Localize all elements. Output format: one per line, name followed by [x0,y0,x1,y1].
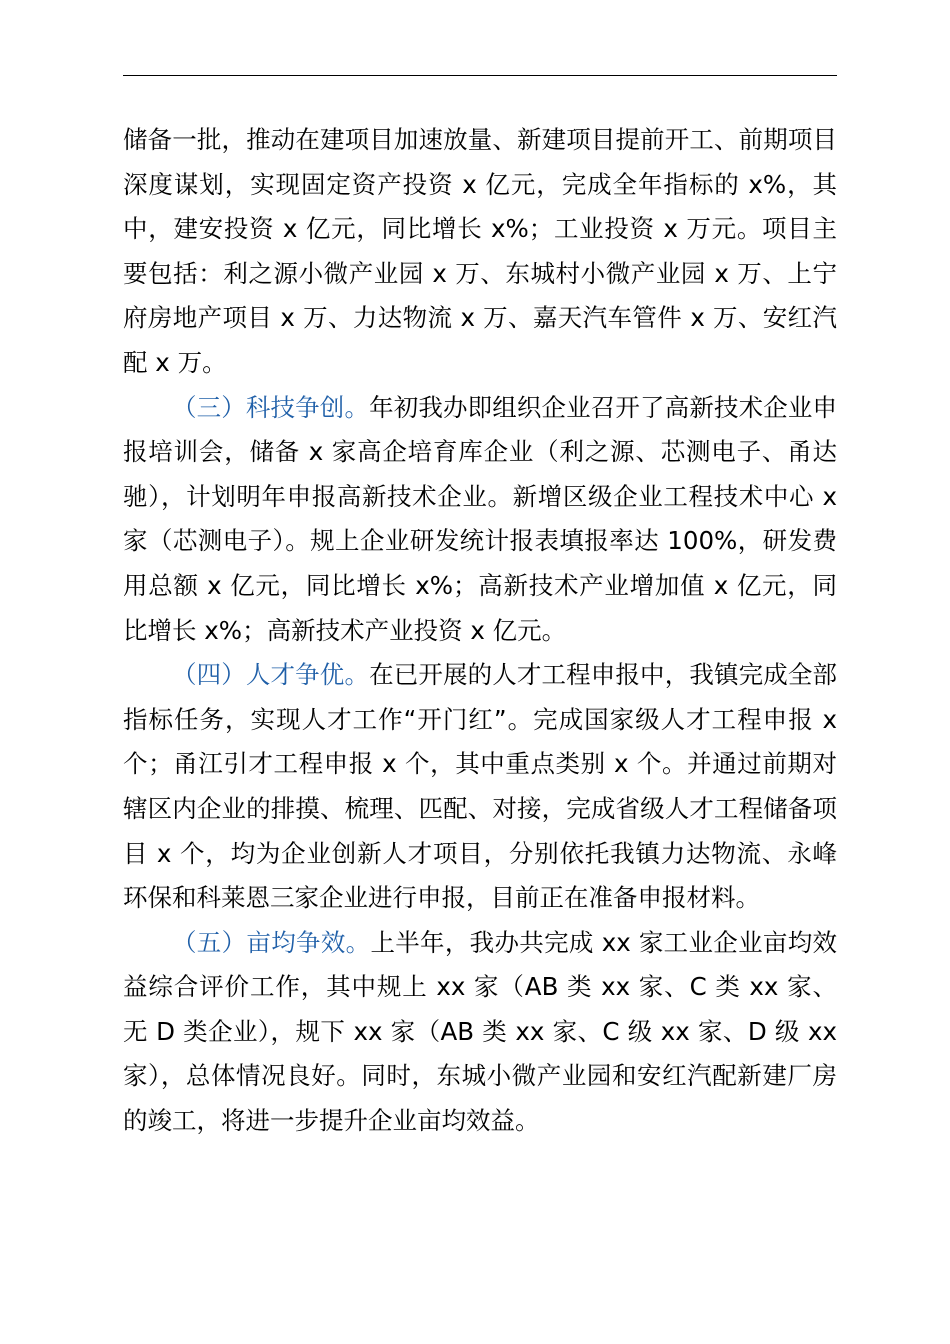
paragraph-tech-innovation [123,386,837,654]
paragraph-text: 上半年，我办共完成 xx 家工业企业亩均效益综合评价工作，其中规上 xx 家（AB 类 xx 家、C 类 xx 家、无 D 类企业），规下 xx 家（AB 类 xx 家、C 级 xx 家、D 级 xx 家），总体情况良好。同时，东城小微产业园和安红汽配新建厂房的竣工，将进一步提升企业亩均效益。 [123,927,837,1136]
section-heading-tech: （三）科技争创。 [172,392,370,422]
paragraph-text: 储备一批，推动在建项目加速放量、新建项目提前开工、前期项目深度谋划，实现固定资产投资 x 亿元，完成全年指标的 x%，其中，建安投资 x 亿元，同比增长 x%；工业投资 x 万元。项目主要包括：利之源小微产业园 x 万、东城村小微产业园 x 万、上宁府房地产项目 x 万、力达物流 x 万、嘉天汽车管件 x 万、安红汽配 x 万。 [123,125,837,377]
paragraph-investment [123,118,837,386]
header-rule [123,75,837,76]
paragraph-text: 在已开展的人才工程申报中，我镇完成全部指标任务，实现人才工作“开门红”。完成国家级人才工程申报 x 个；甬江引才工程申报 x 个，其中重点类别 x 个。并通过前期对辖区内企业的排摸、梳理、匹配、对接，完成省级人才工程储备项目 x 个，均为企业创新人才项目，分别依托我镇力达物流、永峰环保和科莱恩三家企业进行申报，目前正在准备申报材料。 [123,660,837,913]
paragraph-talent [123,653,837,921]
document-body [123,118,837,1144]
paragraph-text: 年初我办即组织企业召开了高新技术企业申报培训会，储备 x 家高企培育库企业（利之源、芯测电子、甬达驰），计划明年申报高新技术企业。新增区级企业工程技术中心 x 家（芯测电子）。规上企业研发统计报表填报率达 100%，研发费用总额 x 亿元，同比增长 x%；高新技术产业增加值 x 亿元，同比增长 x%；高新技术产业投资 x 亿元。 [123,392,837,645]
section-heading-talent: （四）人才争优。 [172,660,370,690]
paragraph-efficiency [123,921,837,1144]
section-heading-efficiency: （五）亩均争效。 [172,927,371,957]
